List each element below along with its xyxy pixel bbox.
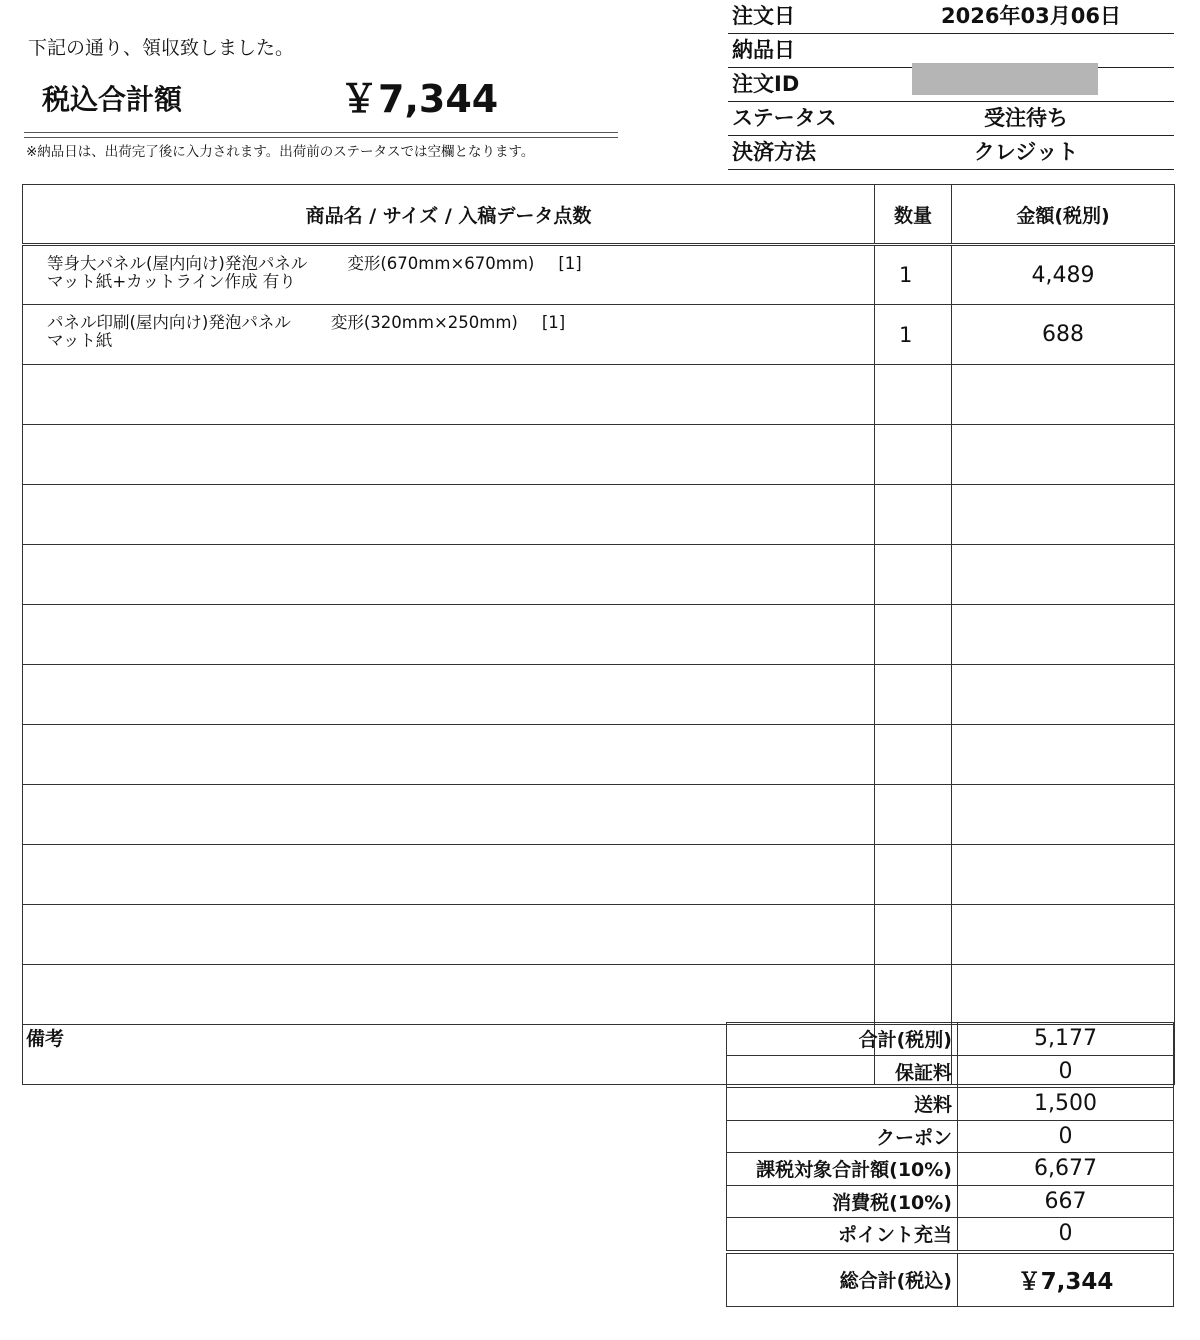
table-row <box>23 245 1175 305</box>
guarantee-value: 0 <box>958 1055 1174 1088</box>
empty-row <box>23 845 1175 905</box>
empty-row <box>23 485 1175 545</box>
remarks-label: 備考 <box>26 1028 65 1050</box>
grand-total-row <box>727 1252 1174 1307</box>
order-date-label: 注文日 <box>732 4 795 28</box>
points-value: 0 <box>958 1218 1174 1252</box>
consumption-tax-row <box>727 1185 1174 1218</box>
points-row <box>727 1218 1174 1252</box>
total-underline <box>24 132 618 138</box>
product-data-count: [1] <box>541 313 566 332</box>
status-label: ステータス <box>732 106 837 130</box>
empty-row <box>23 665 1175 725</box>
empty-row <box>23 905 1175 965</box>
grand-total-value: ￥7,344 <box>958 1252 1174 1307</box>
subtotal-row <box>727 1023 1174 1056</box>
subtotal-value: 5,177 <box>958 1023 1174 1056</box>
amount-cell: 688 <box>952 305 1175 365</box>
quantity-cell: 1 <box>875 305 952 365</box>
coupon-label: クーポン <box>727 1120 958 1153</box>
order-info-panel <box>728 0 1174 170</box>
items-table <box>22 184 1175 1085</box>
product-name: パネル印刷(屋内向け)発泡パネル <box>47 313 291 332</box>
total-amount: ￥7,344 <box>340 77 499 121</box>
product-name: 等身大パネル(屋内向け)発泡パネル <box>47 254 308 273</box>
taxable-total-row <box>727 1153 1174 1186</box>
product-option: マット紙+カットライン作成 有り <box>47 272 296 291</box>
consumption-tax-value: 667 <box>958 1185 1174 1218</box>
payment-value: クレジット <box>973 140 1079 164</box>
grand-total-label: 総合計(税込) <box>727 1252 958 1307</box>
status-value: 受注待ち <box>984 106 1068 130</box>
table-row <box>23 305 1175 365</box>
table-header-row <box>23 185 1175 245</box>
guarantee-row <box>727 1055 1174 1088</box>
product-data-count: [1] <box>558 254 582 273</box>
order-date-value: 2026年03月06日 <box>941 4 1121 28</box>
delivery-date-note: ※納品日は、出荷完了後に入力されます。出荷前のステータスでは空欄となります。 <box>26 144 535 160</box>
totals-table <box>726 1022 1174 1307</box>
product-cell <box>23 245 875 305</box>
consumption-tax-label: 消費税(10%) <box>727 1185 958 1218</box>
order-id-redacted <box>912 63 1098 95</box>
product-size: 変形(670mm×670mm) <box>347 254 535 273</box>
subtotal-label: 合計(税別) <box>727 1023 958 1056</box>
product-cell <box>23 305 875 365</box>
empty-row <box>23 605 1175 665</box>
empty-row <box>23 725 1175 785</box>
coupon-row <box>727 1120 1174 1153</box>
coupon-value: 0 <box>958 1120 1174 1153</box>
empty-row <box>23 965 1175 1025</box>
shipping-value: 1,500 <box>958 1088 1174 1121</box>
payment-label: 決済方法 <box>732 140 816 164</box>
order-date-row <box>728 0 1174 34</box>
product-column-header: 商品名 / サイズ / 入稿データ点数 <box>23 185 875 245</box>
quantity-cell: 1 <box>875 245 952 305</box>
points-label: ポイント充当 <box>727 1218 958 1252</box>
receipt-message: 下記の通り、領収致しました。 <box>28 37 295 59</box>
empty-row <box>23 785 1175 845</box>
empty-row <box>23 425 1175 485</box>
payment-row <box>728 136 1174 170</box>
quantity-column-header: 数量 <box>875 185 952 245</box>
taxable-total-label: 課税対象合計額(10%) <box>727 1153 958 1186</box>
amount-column-header: 金額(税別) <box>952 185 1175 245</box>
total-label: 税込合計額 <box>42 83 183 116</box>
guarantee-label: 保証料 <box>727 1055 958 1088</box>
taxable-total-value: 6,677 <box>958 1153 1174 1186</box>
shipping-label: 送料 <box>727 1088 958 1121</box>
shipping-row <box>727 1088 1174 1121</box>
empty-row <box>23 545 1175 605</box>
delivery-date-label: 納品日 <box>732 38 795 62</box>
empty-row <box>23 365 1175 425</box>
status-row <box>728 102 1174 136</box>
order-id-label: 注文ID <box>732 72 800 96</box>
product-size: 変形(320mm×250mm) <box>330 313 518 332</box>
amount-cell: 4,489 <box>952 245 1175 305</box>
product-option: マット紙 <box>47 331 113 350</box>
